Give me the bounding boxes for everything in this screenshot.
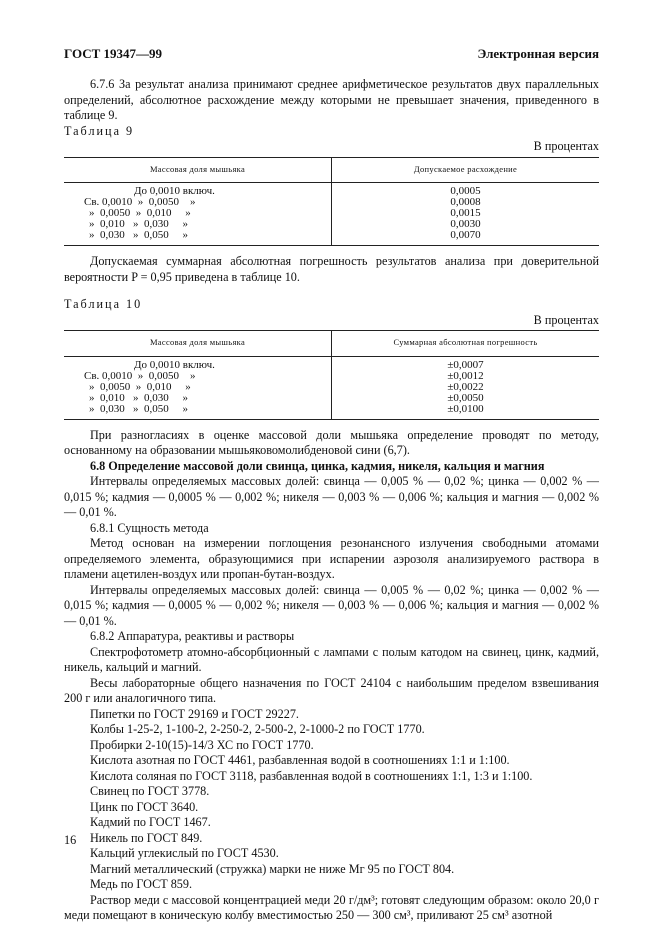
table-10 xyxy=(64,330,599,420)
list-item: Колбы 1-25-2, 1-100-2, 2-250-2, 2-500-2, 2-1000-2 по ГОСТ 1770. xyxy=(90,722,425,736)
table-9-ranges xyxy=(64,183,332,246)
table-row: » 0,030 » 0,050 » xyxy=(89,402,188,415)
table-10-caption: Таблица 10 xyxy=(64,297,143,311)
table-9-header-discrepancy: Допускаемое расхождение xyxy=(332,157,600,183)
list-item: Медь по ГОСТ 859. xyxy=(90,877,193,891)
list-item: Пипетки по ГОСТ 29169 и ГОСТ 29227. xyxy=(90,706,299,721)
table-row: » 0,010 » 0,030 » xyxy=(89,218,188,230)
list-item: Магний металлический (стружка) марки не ниже Мг 95 по ГОСТ 804. xyxy=(90,861,455,876)
paragraph-intervals-2: Интервалы определяемых массовых долей: свинца — 0,005 % — 0,02 %; цинка — 0,002 % — 0,015 %; кадмия — 0,0005 % — 0,002 %; никеля — 0,003 % — 0,006 %; кальция и магния — 0,002 % — 0,01 %. xyxy=(64,582,599,628)
table-9-caption: Таблица 9 xyxy=(64,123,135,138)
paragraph-intervals-1: Интервалы определяемых массовых долей: свинца — 0,005 % — 0,02 %; цинка — 0,002 % — 0,015 %; кадмия — 0,0005 % — 0,002 %; никеля — 0,003 % — 0,006 %; кальция и магния — 0,002 % — 0,01 %. xyxy=(64,474,599,519)
list-item: Спектрофотометр атомно-абсорбционный с лампами с полым катодом на свинец, цинк, кадмий, никель, кальций и магний. xyxy=(64,644,599,674)
paragraph-disagreement: При разногласиях в оценке массовой доли мышьяка определение проводят по методу, основанному на образовании мышьяковомолибденовой сини (6,7). xyxy=(64,427,599,457)
list-item: Свинец по ГОСТ 3778. xyxy=(90,784,210,798)
section-6-8-2-heading: 6.8.2 Аппаратура, реактивы и растворы xyxy=(90,629,295,643)
table-9 xyxy=(64,157,599,247)
list-item: Кислота соляная по ГОСТ 3118, разбавленная водой в соотношениях 1:1, 1:3 и 1:100. xyxy=(90,768,533,783)
section-6-8-1-heading: 6.8.1 Сущность метода xyxy=(90,520,209,535)
paragraph-method: Метод основан на измерении поглощения резонансного излучения свободными атомами определяемого элемента, образующимися при испарении аэрозоля анализируемого раствора в пламени ацетилен-воздух или пропан-бутан-воздух. xyxy=(64,536,599,581)
table-9-unit: В процентах xyxy=(533,139,599,153)
table-9-header-fraction: Массовая доля мышьяка xyxy=(64,157,332,183)
table-cell: 0,0008 xyxy=(450,196,481,208)
page-number: 16 xyxy=(64,833,77,847)
table-cell: ±0,0012 xyxy=(447,369,484,382)
table-10-header-error: Суммарная абсолютная погрешность xyxy=(332,331,600,357)
table-cell: ±0,0022 xyxy=(447,380,484,393)
list-item: Кислота азотная по ГОСТ 4461, разбавленная водой в соотношениях 1:1 и 1:100. xyxy=(90,753,510,767)
table-cell: ±0,0100 xyxy=(447,402,484,415)
table-10-unit: В процентах xyxy=(533,312,599,327)
list-item: Кальций углекислый по ГОСТ 4530. xyxy=(90,846,279,860)
list-item: Кадмий по ГОСТ 1467. xyxy=(90,815,211,829)
list-item: Пробирки 2-10(15)-14/3 ХС по ГОСТ 1770. xyxy=(90,737,314,752)
table-cell: 0,0015 xyxy=(450,207,481,219)
table-10-header-fraction: Массовая доля мышьяка xyxy=(64,331,332,357)
table-row: » 0,0050 » 0,010 » xyxy=(89,380,191,393)
paragraph-allowable-error: Допускаемая суммарная абсолютная погрешность результатов анализа при доверительной вероятности P = 0,95 приведена в таблице 10. xyxy=(64,254,599,284)
paragraph-6-7-6: 6.7.6 За результат анализа принимают среднее арифметическое результатов двух параллельных определений, абсолютное расхождение между которыми не превышает значения, приведенного в таблице 9. xyxy=(64,77,599,122)
table-row: До 0,0010 включ. xyxy=(134,358,215,371)
table-10-ranges xyxy=(64,356,332,419)
table-cell: ±0,0007 xyxy=(447,358,484,371)
table-row: До 0,0010 включ. xyxy=(134,185,215,197)
table-cell: 0,0070 xyxy=(450,229,481,241)
table-row: Св. 0,0010 » 0,0050 » xyxy=(84,369,196,382)
table-cell: ±0,0050 xyxy=(447,391,484,404)
content-area xyxy=(64,77,599,924)
table-row: » 0,010 » 0,030 » xyxy=(89,391,188,404)
section-6-8-heading: 6.8 Определение массовой доли свинца, цинка, кадмия, никеля, кальция и магния xyxy=(90,458,545,473)
header-version: Электронная версия xyxy=(477,46,599,61)
table-row: Св. 0,0010 » 0,0050 » xyxy=(84,196,196,208)
list-item: Цинк по ГОСТ 3640. xyxy=(90,799,199,814)
table-row: » 0,0050 » 0,010 » xyxy=(89,207,191,219)
table-cell: 0,0030 xyxy=(450,218,481,230)
table-row: » 0,030 » 0,050 » xyxy=(89,229,188,241)
paragraph-copper-solution: Раствор меди с массовой концентрацией меди 20 г/дм³; готовят следующим образом: около 20,0 г меди помещают в коническую колбу вместимостью 250 — 300 см³, приливают 25 см³ азотной xyxy=(64,892,599,922)
header-standard-code: ГОСТ 19347—99 xyxy=(64,46,163,61)
table-9-values xyxy=(332,183,600,246)
list-item: Никель по ГОСТ 849. xyxy=(90,830,203,845)
table-10-values xyxy=(332,356,600,419)
list-item: Весы лабораторные общего назначения по ГОСТ 24104 с наибольшим пределом взвешивания 200 г или аналогичного типа. xyxy=(64,675,599,705)
table-cell: 0,0005 xyxy=(450,185,481,197)
